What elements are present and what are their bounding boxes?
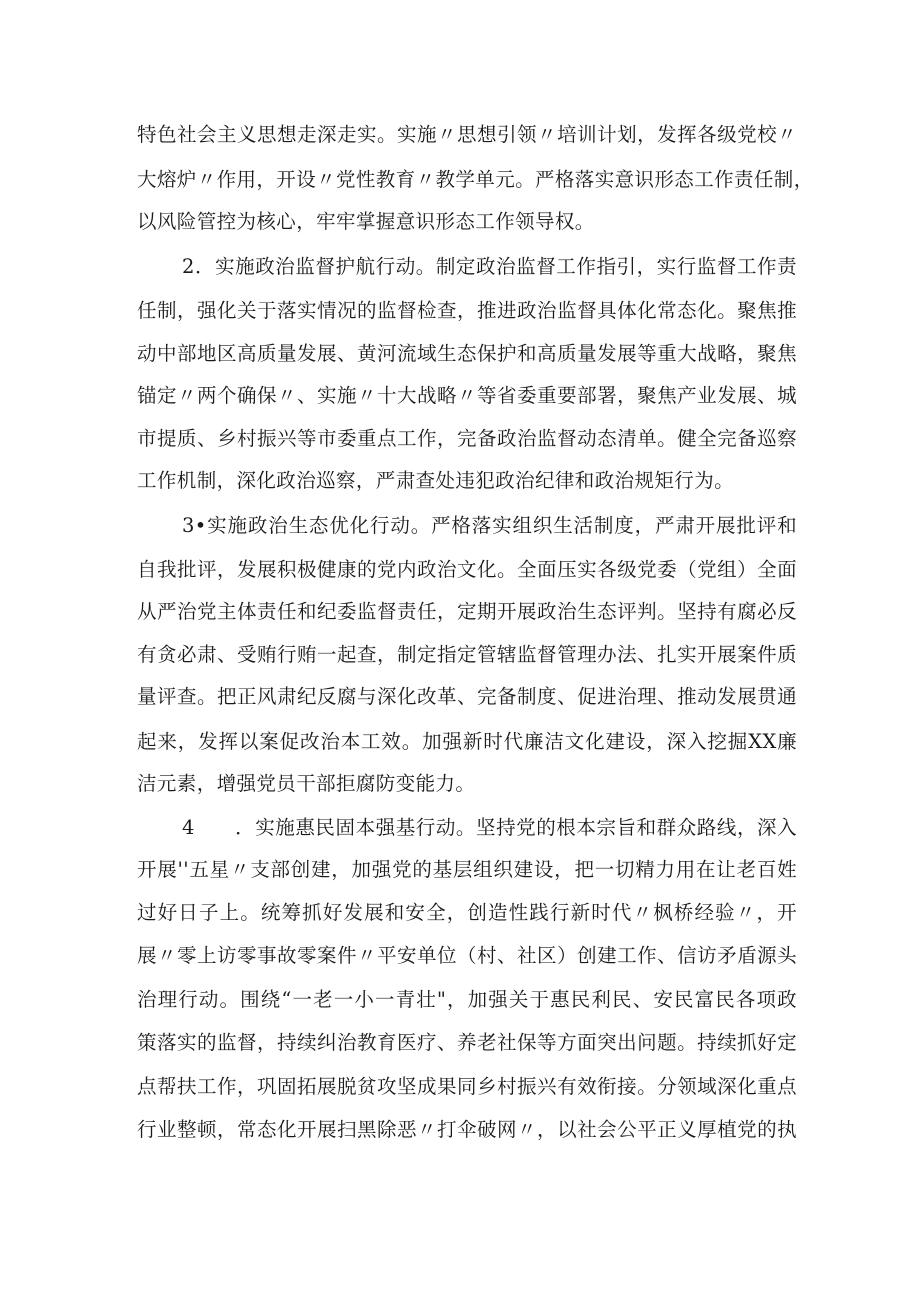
text-line: 2．实施政治监督护航行动。制定政治监督工作指引，实行监督工作责 (182, 255, 797, 278)
text-line: 行业整顿，常态化开展扫黑除恶〃打伞破网〃，以社会公平正义厚植党的执 (137, 1118, 797, 1141)
text-line: 以风险管控为核心，牢牢掌握意识形态工作领导权。 (137, 210, 595, 233)
text-line: 工作机制，深化政治巡察，严肃查处违犯政治纪律和政治规矩行为。 (137, 469, 735, 492)
text-line: 3•实施政治生态优化行动。严格落实组织生活制度，严肃开展批评和 (182, 514, 797, 537)
text-line: 锚定〃两个确保〃、实施〃十大战略〃等省委重要部署，聚焦产业发展、城 (137, 384, 797, 407)
text-line: 从严治党主体责任和纪委监督责任，定期开展政治生态评判。坚持有腐必反 (137, 600, 797, 623)
text-line: 开展''五星〃支部创建，加强党的基层组织建设，把一切精力用在让老百姓 (137, 858, 797, 881)
text-line: 有贪必肃、受贿行贿一起查，制定指定管辖监督管理办法、扎实开展案件质 (137, 643, 797, 666)
text-line: 治理行动。围绕“一老一小一青壮"，加强关于惠民利民、安民富民各项政 (137, 988, 797, 1011)
text-line: 起来，发挥以案促改治本工效。加强新时代廉洁文化建设，深入挖掘XX廉 (137, 730, 797, 753)
text-line: 市提质、乡村振兴等市委重点工作，完备政治监督动态清单。健全完备巡察 (137, 427, 797, 450)
text-line: 策落实的监督，持续纠治教育医疗、养老社保等方面突出问题。持续抓好定 (137, 1031, 797, 1054)
text-line: 自我批评，发展积极健康的党内政治文化。全面压实各级党委（党组）全面 (137, 558, 797, 581)
text-line: 展〃零上访零事故零案件〃平安单位（村、社区）创建工作、信访矛盾源头 (137, 944, 797, 967)
text-line: 量评查。把正风肃纪反腐与深化改革、完备制度、促进治理、推动发展贯通 (137, 685, 797, 708)
text-line: 过好日子上。统筹抓好发展和安全，创造性践行新时代〃枫桥经验〃，开 (137, 901, 797, 924)
text-line: 洁元素，增强党员干部拒腐防变能力。 (137, 772, 476, 795)
text-line: 任制，强化关于落实情况的监督检查，推进政治监督具体化常态化。聚焦推 (137, 299, 797, 322)
text-line: 大熔炉〃作用，开设〃党性教育〃教学单元。严格落实意识形态工作责任制， (137, 168, 814, 191)
text-line: 点帮扶工作，巩固拓展脱贫攻坚成果同乡村振兴有效衔接。分领域深化重点 (137, 1075, 797, 1098)
text-line: 4 ．实施惠民固本强基行动。坚持党的根本宗旨和群众路线，深入 (182, 816, 797, 839)
text-line: 特色社会主义思想走深走实。实施〃思想引领〃培训计划，发挥各级党校〃 (137, 123, 797, 146)
text-line: 动中部地区高质量发展、黄河流域生态保护和高质量发展等重大战略，聚焦 (137, 342, 797, 365)
